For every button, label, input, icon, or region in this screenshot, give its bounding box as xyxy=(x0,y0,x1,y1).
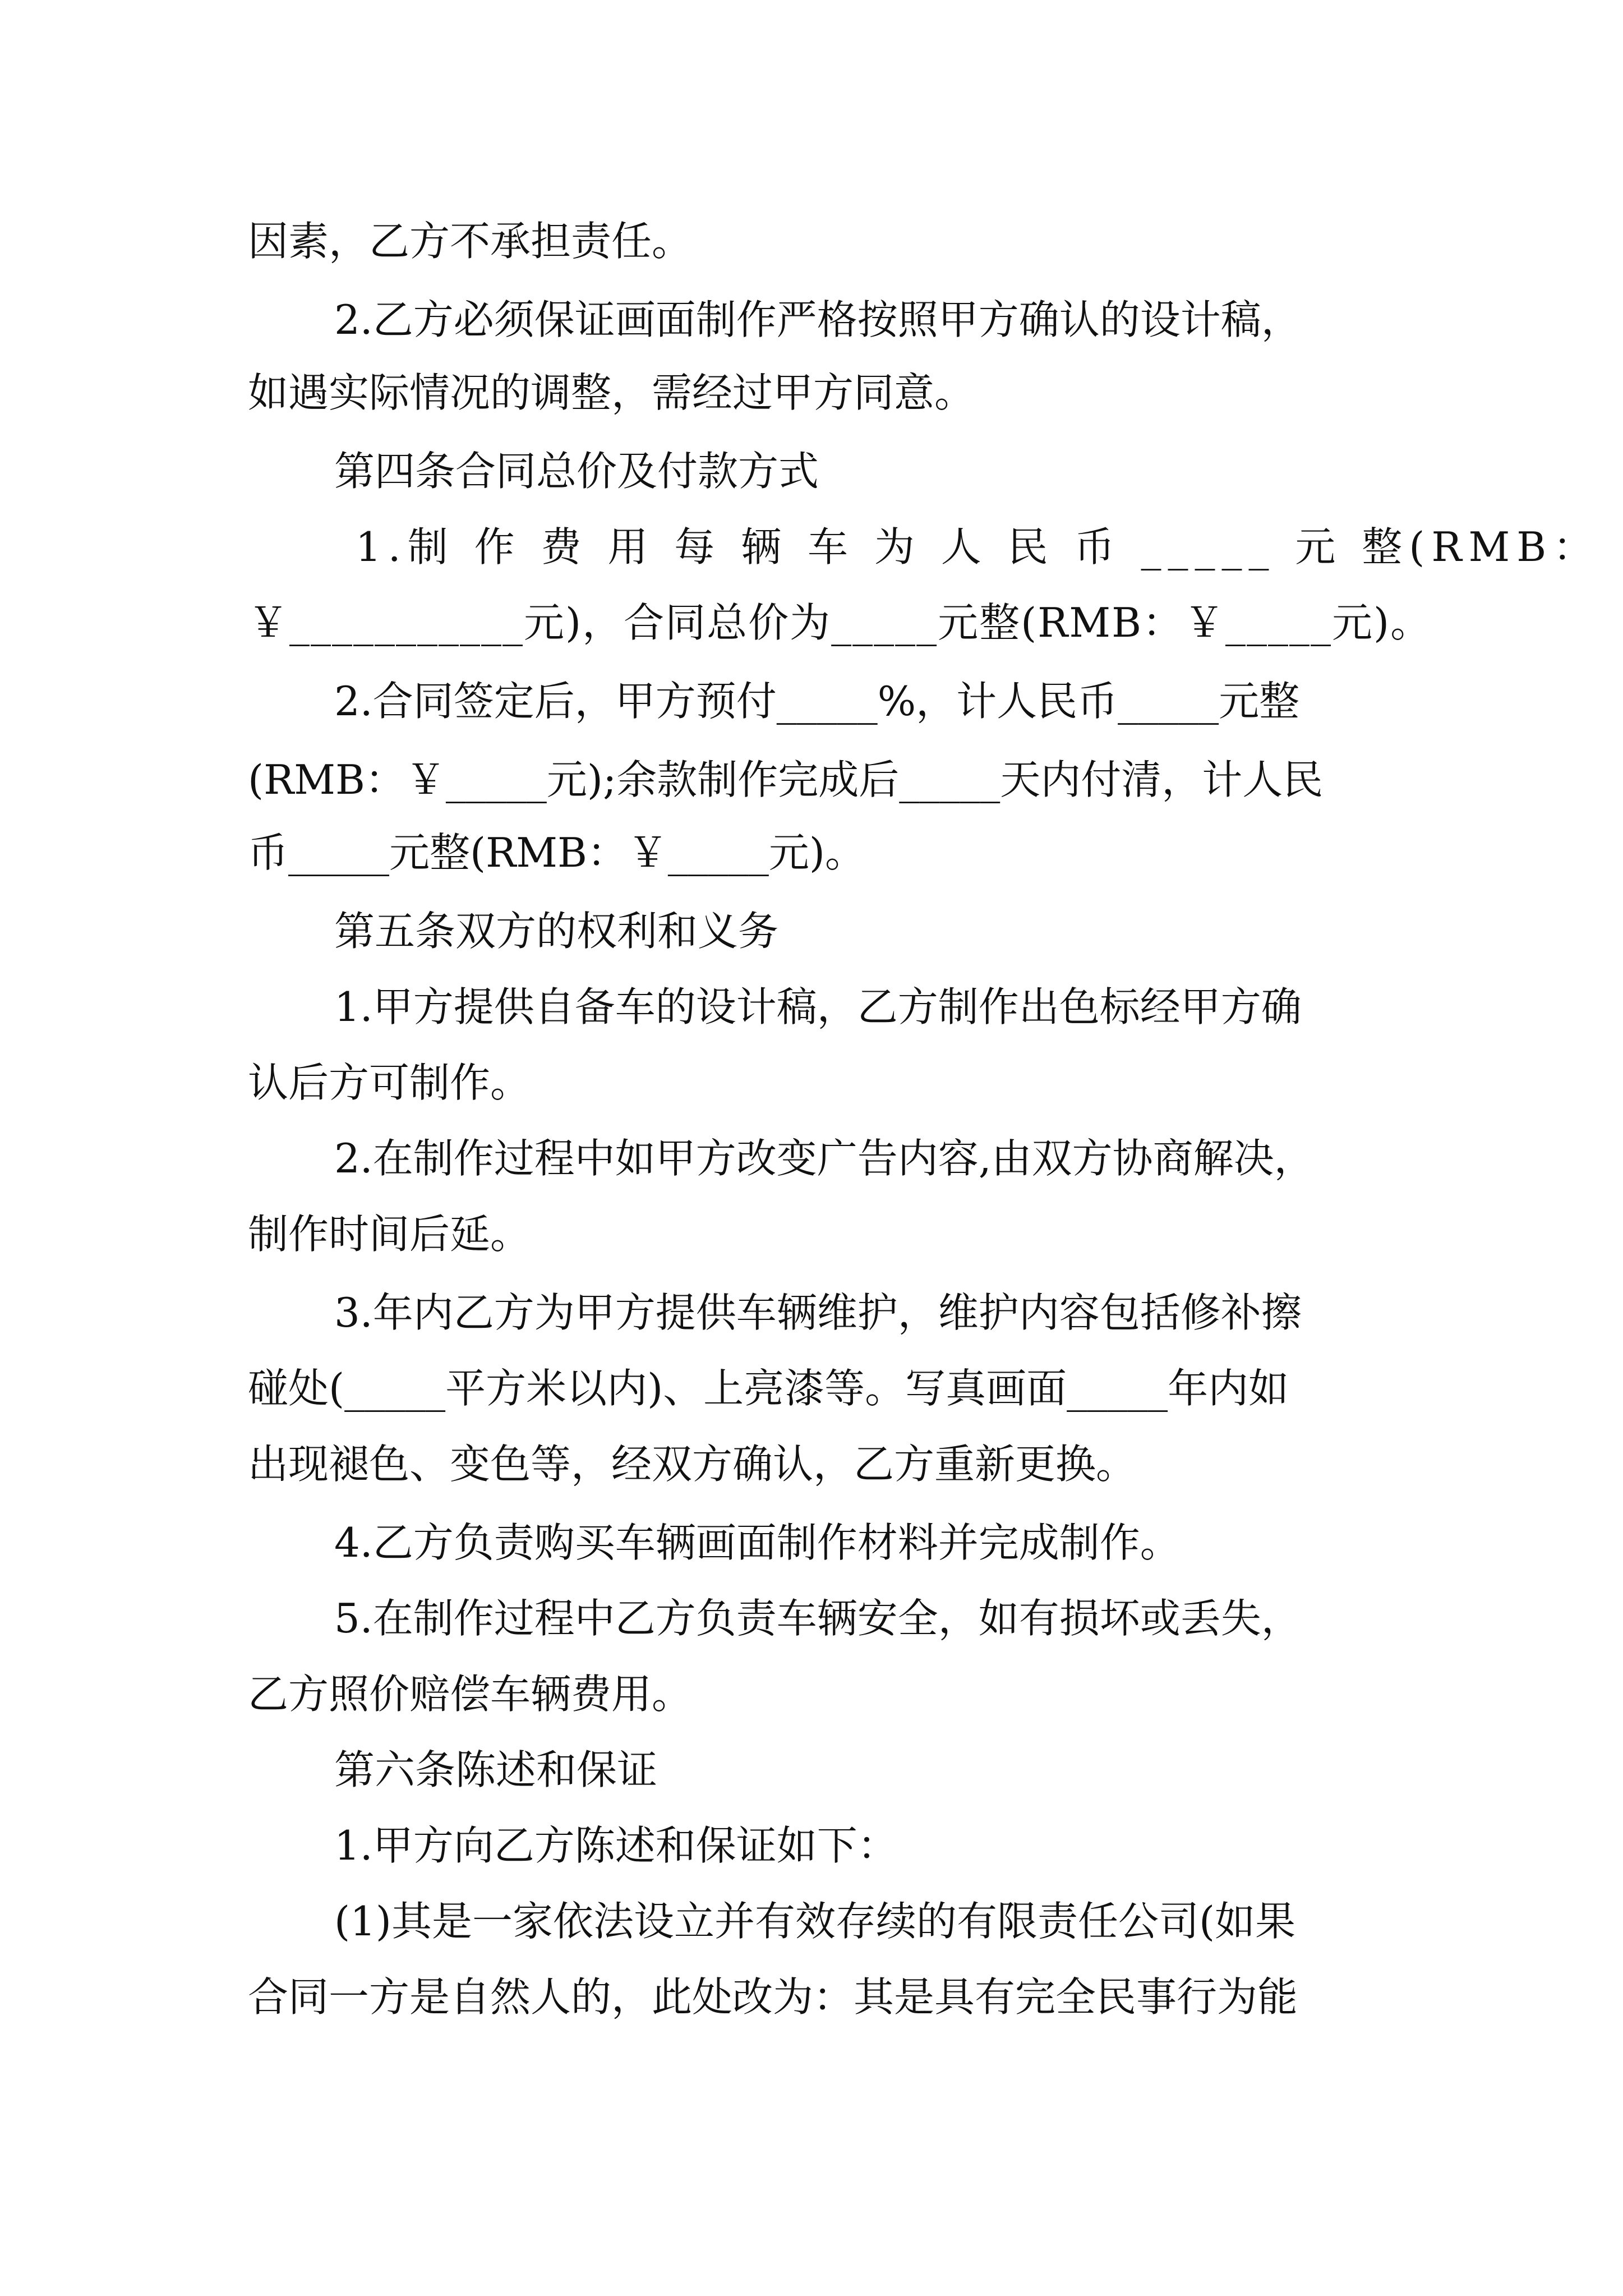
line-text: 2.乙方必须保证画面制作严格按照甲方确认的设计稿， xyxy=(334,296,1302,343)
text-line xyxy=(0,1882,1623,1961)
line-text: 第五条双方的权利和义务 xyxy=(334,908,779,955)
text-line xyxy=(0,1655,1623,1733)
text-line xyxy=(0,1119,1623,1198)
line-text: 出现褪色、变色等，经双方确认，乙方重新更换。 xyxy=(248,1441,1137,1488)
line-text: ￥___________元)，合同总价为_____元整(RMB：￥_____元)。 xyxy=(248,599,1432,646)
text-line xyxy=(0,202,1623,280)
section-heading xyxy=(0,1731,1623,1809)
line-text: 乙方照价赔偿车辆费用。 xyxy=(248,1671,693,1718)
line-text: 3.年内乙方为甲方提供车辆维护，维护内容包括修补擦 xyxy=(334,1289,1302,1336)
line-text: 制作时间后延。 xyxy=(248,1211,531,1258)
text-line xyxy=(0,740,1623,819)
text-line xyxy=(0,1349,1623,1428)
line-text: 第六条陈述和保证 xyxy=(334,1746,658,1793)
line-text: 2.在制作过程中如甲方改变广告内容,由双方协商解决， xyxy=(334,1135,1315,1182)
line-text: 合同一方是自然人的，此处改为：其是具有完全民事行为能 xyxy=(248,1973,1298,2021)
line-text: 第四条合同总价及付款方式 xyxy=(334,448,819,495)
line-text: 认后方可制作。 xyxy=(248,1059,531,1106)
line-text: 5.在制作过程中乙方负责车辆安全，如有损坏或丢失， xyxy=(334,1595,1302,1642)
line-text: (RMB：￥_____元);余款制作完成后_____天内付清，计人民 xyxy=(248,756,1324,803)
text-line xyxy=(0,583,1623,662)
text-line xyxy=(0,280,1623,359)
text-line xyxy=(0,968,1623,1046)
line-text: (1)其是一家依法设立并有效存续的有限责任公司(如果 xyxy=(334,1898,1296,1945)
text-line xyxy=(0,813,1623,892)
line-text: 4.乙方负责购买车辆画面制作材料并完成制作。 xyxy=(334,1519,1181,1566)
text-line xyxy=(0,1503,1623,1582)
text-line xyxy=(0,1958,1623,2036)
text-line xyxy=(0,1043,1623,1122)
line-text: 2.合同签定后，甲方预付_____%，计人民币_____元整 xyxy=(334,678,1300,725)
line-text: 1.甲方提供自备车的设计稿，乙方制作出色标经甲方确 xyxy=(334,983,1302,1030)
text-line xyxy=(0,1806,1623,1885)
text-line xyxy=(0,1195,1623,1273)
line-text: 币_____元整(RMB：￥_____元)。 xyxy=(248,829,866,876)
text-line xyxy=(0,1425,1623,1503)
section-heading xyxy=(0,432,1623,510)
text-line xyxy=(0,353,1623,432)
line-text: 如遇实际情况的调整，需经过甲方同意。 xyxy=(248,369,975,416)
text-line xyxy=(0,662,1623,740)
line-text: 因素，乙方不承担责任。 xyxy=(248,218,693,265)
text-line xyxy=(0,508,1623,586)
text-line xyxy=(0,1273,1623,1352)
section-heading xyxy=(0,892,1623,970)
text-line xyxy=(0,1579,1623,1658)
line-text: 1.制 作 费 用 每 辆 车 为 人 民 币 _____ 元 整(RMB： xyxy=(356,523,1601,570)
line-text: 1.甲方向乙方陈述和保证如下： xyxy=(334,1822,898,1869)
line-text: 碰处(_____平方米以内)、上亮漆等。写真画面_____年内如 xyxy=(248,1365,1289,1412)
